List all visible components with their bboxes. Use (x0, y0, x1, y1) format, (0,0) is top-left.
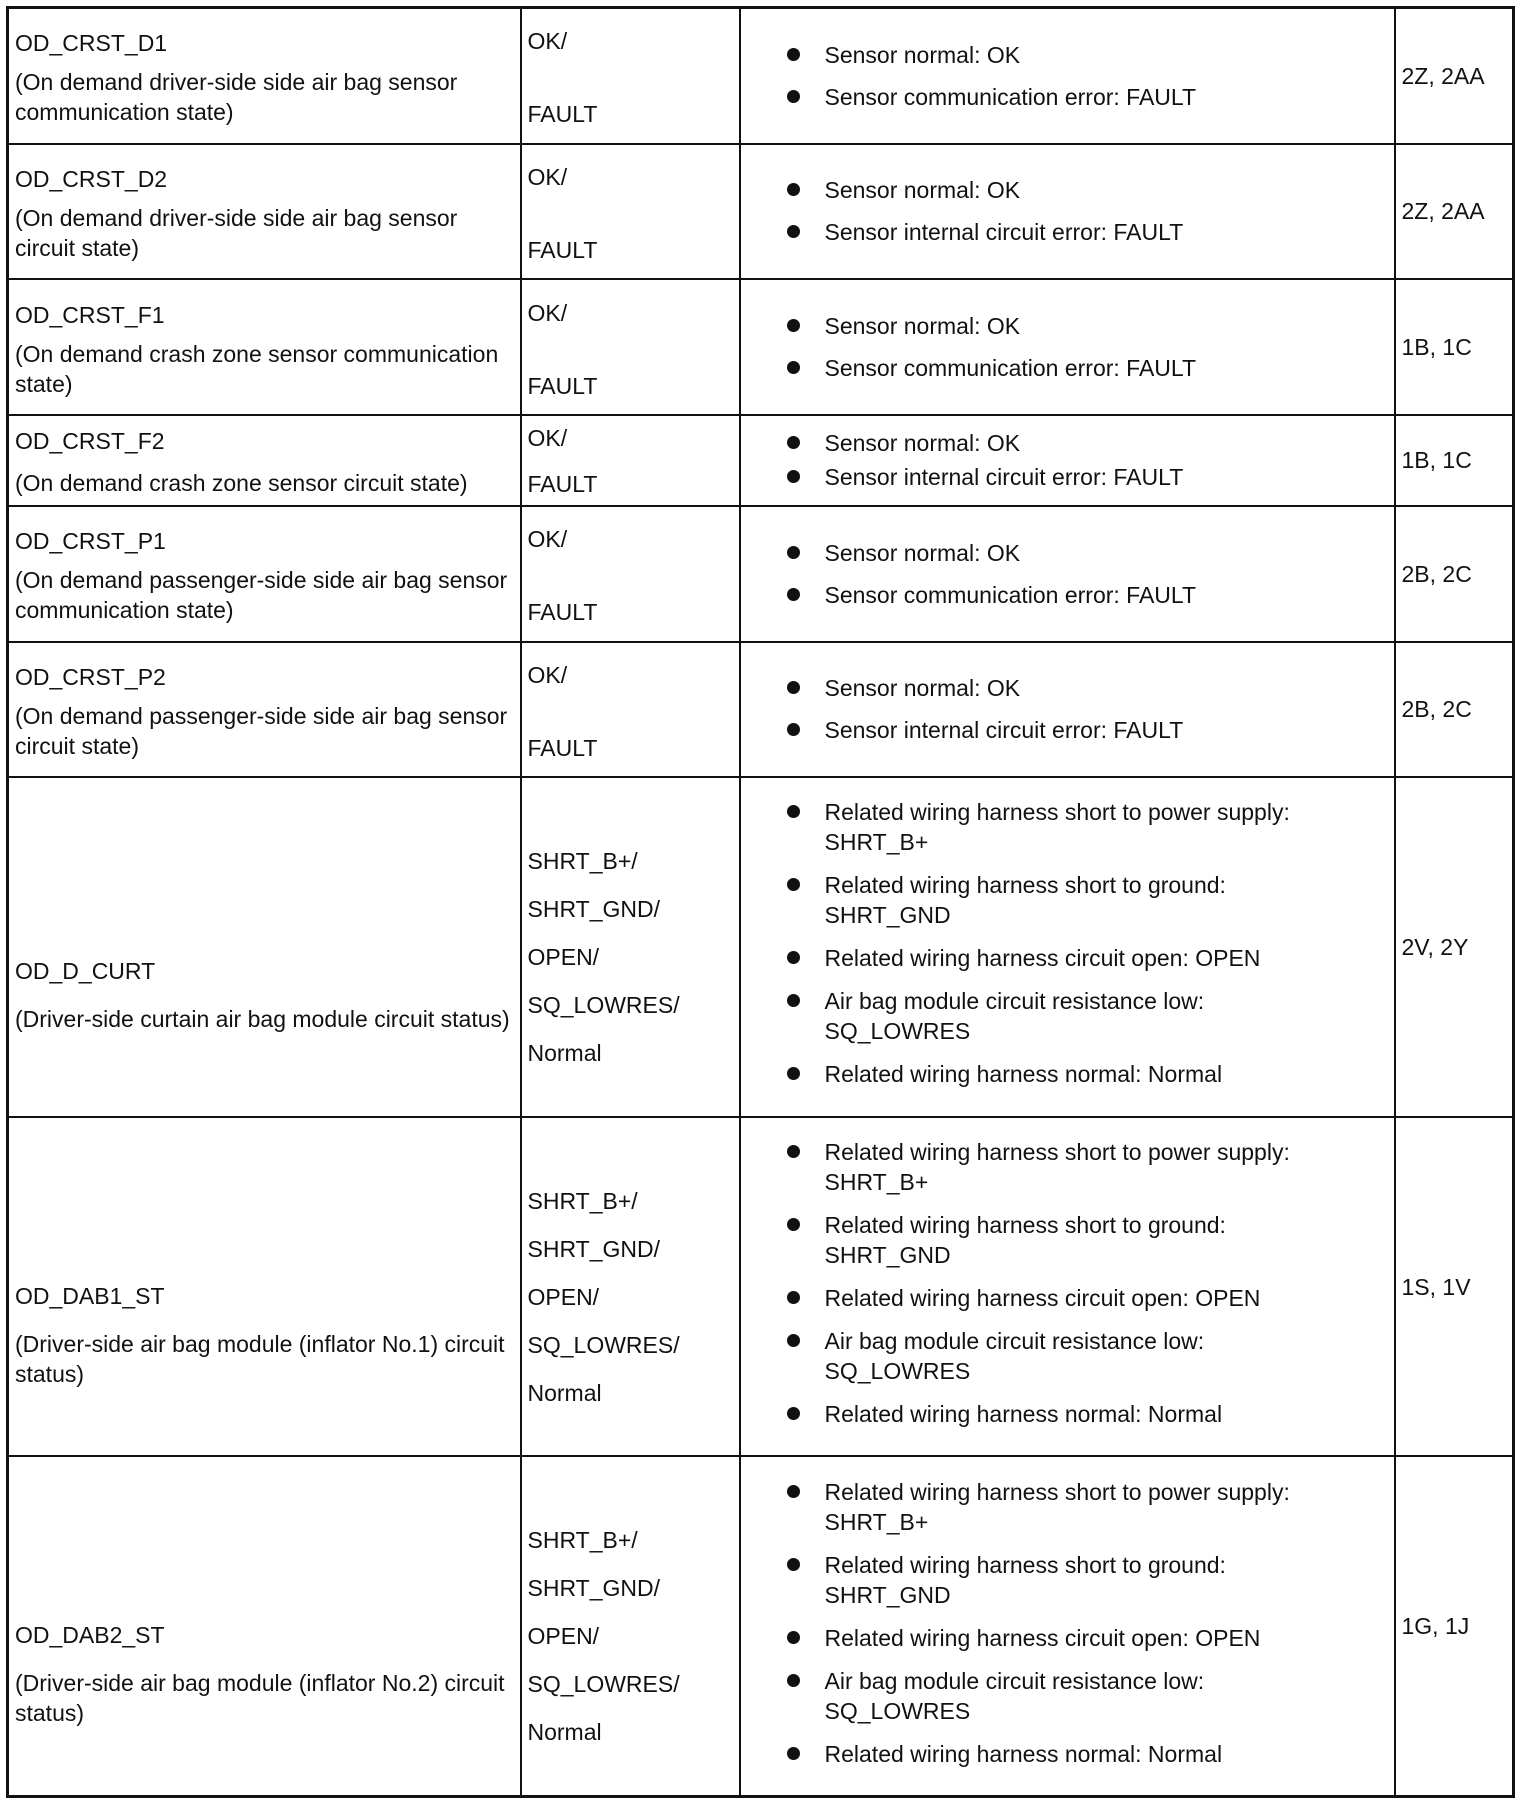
table-row (8, 8, 1514, 144)
value-cell (521, 279, 740, 415)
condition-cell (740, 642, 1395, 778)
value-option: SHRT_B+/ (527, 847, 638, 874)
bullet-icon (787, 878, 800, 891)
condition-text: Air bag module circuit resistance low: SQ_LOWRES (824, 988, 1205, 1045)
condition-text: Related wiring harness short to power supply: SHRT_B+ (824, 1478, 1290, 1535)
condition-text: Related wiring harness short to power supply: SHRT_B+ (824, 799, 1290, 856)
item-stack (15, 522, 514, 625)
bullet-icon (787, 225, 800, 238)
condition-list (747, 1477, 1388, 1769)
condition-text: Air bag module circuit resistance low: SQ_LOWRES (824, 1328, 1205, 1385)
item-description: (On demand driver-side side air bag sensor communication state) (15, 69, 458, 126)
value-cell (521, 1117, 740, 1457)
condition-cell (740, 415, 1395, 506)
bullet-icon (787, 1747, 800, 1760)
bullet-icon (787, 681, 800, 694)
value-option: SQ_LOWRES/ (527, 1331, 680, 1358)
condition-item (787, 715, 1388, 745)
value-list (528, 512, 733, 635)
condition-list (747, 538, 1388, 610)
value-list (528, 1148, 733, 1426)
condition-cell (740, 8, 1395, 144)
condition-list (747, 311, 1388, 383)
item-name: OD_CRST_D1 (15, 30, 168, 57)
condition-item (787, 1210, 1388, 1270)
condition-item (787, 1283, 1388, 1313)
condition-cell (740, 1456, 1395, 1796)
condition-item (787, 462, 1388, 492)
value-option: FAULT (527, 101, 598, 128)
condition-list (747, 175, 1388, 247)
condition-item (787, 1137, 1388, 1197)
value-option: OK/ (527, 28, 568, 55)
value-list (528, 286, 733, 409)
bullet-icon (787, 1407, 800, 1420)
condition-text: Related wiring harness short to ground: SHRT_GND (824, 1551, 1226, 1608)
condition-text: Related wiring harness short to ground: SHRT_GND (824, 1212, 1226, 1269)
item-cell (8, 777, 521, 1117)
value-option: FAULT (527, 236, 598, 263)
value-option: SQ_LOWRES/ (527, 1671, 680, 1698)
terminal-cell (1395, 144, 1514, 280)
value-option: OK/ (527, 163, 568, 190)
value-option: FAULT (527, 471, 598, 498)
condition-item (787, 1399, 1388, 1429)
item-description: (Driver-side curtain air bag module circuit status) (15, 1005, 510, 1032)
terminal-ids: 1S, 1V (1401, 1273, 1471, 1300)
table-row (8, 1456, 1514, 1796)
condition-text: Sensor normal: OK (824, 430, 1021, 457)
item-name: OD_D_CURT (15, 957, 156, 984)
terminal-cell (1395, 415, 1514, 506)
table-row (8, 642, 1514, 778)
bullet-icon (787, 805, 800, 818)
item-stack (15, 860, 514, 1034)
item-name: OD_CRST_F2 (15, 428, 165, 455)
value-cell (521, 1456, 740, 1796)
terminal-cell (1395, 642, 1514, 778)
terminal-ids: 1B, 1C (1401, 334, 1472, 361)
terminal-cell (1395, 1456, 1514, 1796)
condition-item (787, 353, 1388, 383)
condition-text: Sensor normal: OK (824, 177, 1021, 204)
condition-cell (740, 777, 1395, 1117)
value-option: OK/ (527, 299, 568, 326)
terminal-cell (1395, 1117, 1514, 1457)
terminal-cell (1395, 506, 1514, 642)
value-option: FAULT (527, 372, 598, 399)
value-option: SHRT_B+/ (527, 1527, 638, 1554)
value-option: SHRT_GND/ (527, 1575, 660, 1602)
terminal-ids: 1G, 1J (1401, 1613, 1470, 1640)
value-option: FAULT (527, 734, 598, 761)
bullet-icon (787, 994, 800, 1007)
condition-text: Related wiring harness circuit open: OPEN (824, 1285, 1261, 1312)
bullet-icon (787, 723, 800, 736)
condition-text: Sensor normal: OK (824, 313, 1021, 340)
condition-text: Sensor internal circuit error: FAULT (824, 717, 1184, 744)
item-cell (8, 1456, 521, 1796)
value-option: SHRT_GND/ (527, 895, 660, 922)
item-cell (8, 642, 521, 778)
condition-item (787, 1477, 1388, 1537)
item-cell (8, 279, 521, 415)
value-option: Normal (527, 1719, 602, 1746)
bullet-icon (787, 1485, 800, 1498)
terminal-ids: 2B, 2C (1401, 696, 1472, 723)
condition-list (747, 428, 1388, 492)
item-name: OD_DAB1_ST (15, 1282, 165, 1309)
bullet-icon (787, 951, 800, 964)
item-stack (15, 658, 514, 761)
terminal-ids: 2V, 2Y (1401, 933, 1469, 960)
item-cell (8, 506, 521, 642)
condition-list (747, 1137, 1388, 1429)
item-stack (15, 296, 514, 399)
bullet-icon (787, 319, 800, 332)
table-row (8, 506, 1514, 642)
condition-list (747, 673, 1388, 745)
value-option: OK/ (527, 661, 568, 688)
item-stack (15, 160, 514, 263)
condition-item (787, 311, 1388, 341)
condition-text: Related wiring harness short to ground: SHRT_GND (824, 872, 1226, 929)
value-option: OK/ (527, 526, 568, 553)
bullet-icon (787, 1334, 800, 1347)
condition-item (787, 986, 1388, 1046)
item-cell (8, 1117, 521, 1457)
value-list (528, 421, 733, 499)
terminal-ids: 2Z, 2AA (1401, 62, 1485, 89)
value-option: SQ_LOWRES/ (527, 991, 680, 1018)
bullet-icon (787, 588, 800, 601)
item-name: OD_CRST_F1 (15, 301, 165, 328)
condition-item (787, 797, 1388, 857)
item-stack (15, 1524, 514, 1728)
condition-cell (740, 506, 1395, 642)
condition-list (747, 797, 1388, 1089)
condition-item (787, 1666, 1388, 1726)
bullet-icon (787, 90, 800, 103)
terminal-ids: 2B, 2C (1401, 560, 1472, 587)
bullet-icon (787, 1291, 800, 1304)
condition-text: Sensor normal: OK (824, 675, 1021, 702)
condition-text: Sensor internal circuit error: FAULT (824, 219, 1184, 246)
terminal-cell (1395, 279, 1514, 415)
item-description: (On demand passenger-side side air bag sensor communication state) (15, 567, 508, 624)
condition-text: Sensor communication error: FAULT (824, 581, 1197, 608)
item-name: OD_CRST_P1 (15, 528, 166, 555)
condition-cell (740, 279, 1395, 415)
bullet-icon (787, 1631, 800, 1644)
condition-item (787, 1326, 1388, 1386)
condition-text: Air bag module circuit resistance low: SQ_LOWRES (824, 1667, 1205, 1724)
item-cell (8, 144, 521, 280)
bullet-icon (787, 1218, 800, 1231)
bullet-icon (787, 1674, 800, 1687)
value-cell (521, 506, 740, 642)
item-cell (8, 8, 521, 144)
item-name: OD_CRST_P2 (15, 663, 166, 690)
condition-cell (740, 144, 1395, 280)
value-cell (521, 415, 740, 506)
item-description: (Driver-side air bag module (inflator No.2) circuit status) (15, 1670, 505, 1727)
condition-item (787, 40, 1388, 70)
item-stack (15, 24, 514, 127)
condition-item (787, 580, 1388, 610)
condition-text: Related wiring harness circuit open: OPEN (824, 945, 1261, 972)
condition-item (787, 1550, 1388, 1610)
bullet-icon (787, 48, 800, 61)
table-body (8, 8, 1514, 1797)
value-option: SHRT_B+/ (527, 1187, 638, 1214)
bullet-icon (787, 183, 800, 196)
condition-text: Sensor communication error: FAULT (824, 355, 1197, 382)
bullet-icon (787, 1145, 800, 1158)
value-option: OPEN/ (527, 1283, 600, 1310)
value-cell (521, 144, 740, 280)
condition-item (787, 428, 1388, 458)
table-row (8, 1117, 1514, 1457)
condition-text: Sensor internal circuit error: FAULT (824, 464, 1184, 491)
value-list (528, 150, 733, 273)
condition-item (787, 1623, 1388, 1653)
condition-text: Related wiring harness normal: Normal (824, 1061, 1223, 1088)
condition-item (787, 870, 1388, 930)
item-name: OD_DAB2_ST (15, 1622, 165, 1649)
value-list (528, 648, 733, 771)
value-option: OK/ (527, 425, 568, 452)
condition-item (787, 175, 1388, 205)
bullet-icon (787, 470, 800, 483)
condition-item (787, 943, 1388, 973)
item-stack (15, 1185, 514, 1389)
value-option: Normal (527, 1039, 602, 1066)
bullet-icon (787, 361, 800, 374)
condition-list (747, 40, 1388, 112)
table-row (8, 777, 1514, 1117)
monitor-item-table (6, 6, 1515, 1798)
condition-cell (740, 1117, 1395, 1457)
item-description: (On demand passenger-side side air bag sensor circuit state) (15, 702, 508, 759)
value-option: Normal (527, 1379, 602, 1406)
terminal-cell (1395, 777, 1514, 1117)
value-cell (521, 777, 740, 1117)
condition-text: Related wiring harness normal: Normal (824, 1401, 1223, 1428)
item-stack (15, 422, 514, 498)
value-list (528, 808, 733, 1086)
condition-text: Related wiring harness circuit open: OPEN (824, 1624, 1261, 1651)
bullet-icon (787, 546, 800, 559)
value-option: FAULT (527, 599, 598, 626)
condition-text: Sensor normal: OK (824, 41, 1021, 68)
condition-text: Related wiring harness normal: Normal (824, 1740, 1223, 1767)
bullet-icon (787, 436, 800, 449)
table-row (8, 279, 1514, 415)
bullet-icon (787, 1558, 800, 1571)
item-description: (On demand crash zone sensor communication state) (15, 340, 499, 397)
bullet-icon (787, 1067, 800, 1080)
condition-item (787, 1739, 1388, 1769)
condition-item (787, 673, 1388, 703)
condition-text: Related wiring harness short to power supply: SHRT_B+ (824, 1139, 1290, 1196)
condition-item (787, 538, 1388, 568)
value-option: SHRT_GND/ (527, 1235, 660, 1262)
condition-text: Sensor normal: OK (824, 539, 1021, 566)
value-option: OPEN/ (527, 1623, 600, 1650)
terminal-ids: 2Z, 2AA (1401, 198, 1485, 225)
condition-item (787, 217, 1388, 247)
condition-item (787, 82, 1388, 112)
item-description: (On demand driver-side side air bag sensor circuit state) (15, 204, 458, 261)
condition-text: Sensor communication error: FAULT (824, 83, 1197, 110)
value-list (528, 1487, 733, 1765)
value-list (528, 14, 733, 137)
value-option: OPEN/ (527, 943, 600, 970)
value-cell (521, 8, 740, 144)
item-cell (8, 415, 521, 506)
item-description: (On demand crash zone sensor circuit state) (15, 470, 468, 497)
terminal-cell (1395, 8, 1514, 144)
condition-item (787, 1059, 1388, 1089)
terminal-ids: 1B, 1C (1401, 447, 1472, 474)
table-row (8, 415, 1514, 506)
value-cell (521, 642, 740, 778)
item-name: OD_CRST_D2 (15, 165, 168, 192)
table-row (8, 144, 1514, 280)
item-description: (Driver-side air bag module (inflator No.1) circuit status) (15, 1330, 505, 1387)
